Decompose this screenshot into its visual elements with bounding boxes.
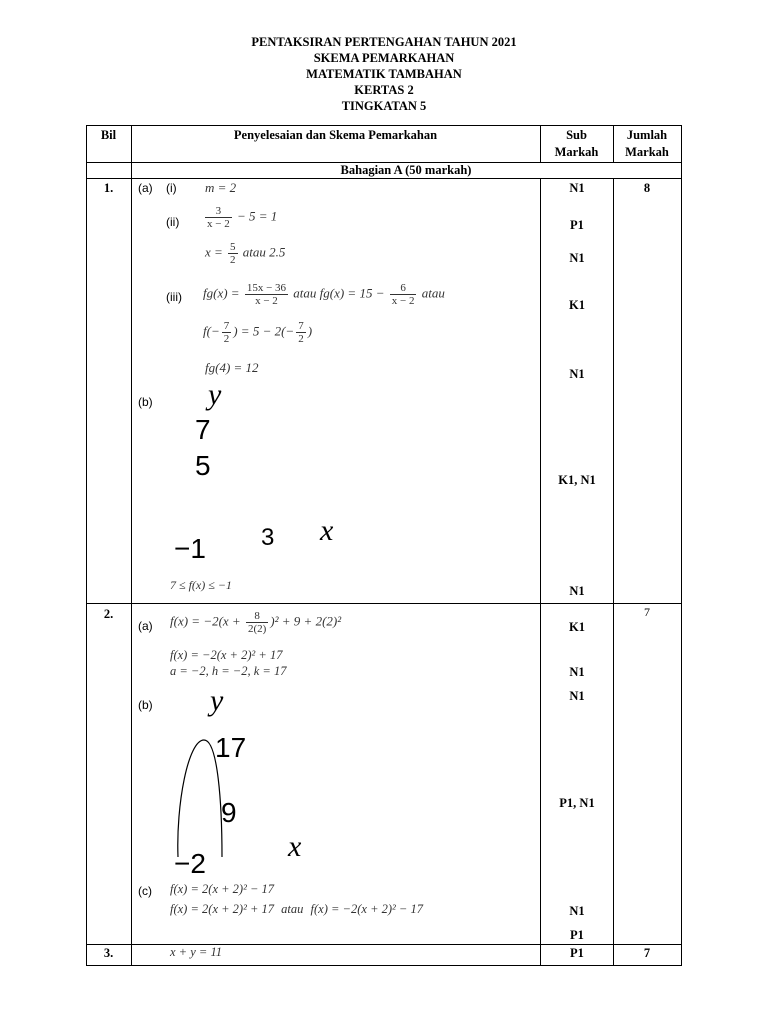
q1-iii-answer: fg(4) = 12 [205,360,259,375]
q1-graph-tick-7: 7 [195,414,211,445]
q1-graph-tick-5: 5 [195,450,211,481]
q2-graph-tick-17: 17 [215,732,247,763]
doc-paper: KERTAS 2 [354,83,414,97]
q2-graph-x-label: x [288,830,302,863]
q2-mark-5: N1 [569,904,585,918]
q1-number: 1. [103,181,114,195]
section-heading: Bahagian A (50 markah) [340,163,472,177]
head-solution: Penyelesaian dan Skema Pemarkahan [233,128,438,142]
q1-mark-1: N1 [569,181,585,195]
q2-graph-tick-minus2: −2 [174,848,206,879]
q1-total: 8 [643,181,651,195]
q1-ii-solution: x = $\frac{5}{2}$ atau 2.5 [205,241,286,266]
q1-range: 7 ≤ f(x) ≤ −1 [170,578,232,592]
q2-mark-2: N1 [569,665,585,679]
q1-graph-x-label: x [320,514,334,547]
doc-form: TINGKATAN 5 [341,99,427,113]
q1-mark-5: N1 [569,367,585,381]
table-border-top [86,125,682,126]
q1-bottom [86,603,682,604]
q2-part-b: (b) [138,698,153,712]
q1-sub-iii: (iii) [166,290,182,304]
q1-mark-4: K1 [569,298,585,312]
q1-sub-i: (i) [166,181,177,195]
head-sub-line1: Sub [566,128,587,142]
q1-i-answer: m = 2 [205,180,237,195]
q2-a-line2: f(x) = −2(x + 2)² + 17 [170,648,283,662]
q1-graph-tick-3: 3 [261,524,275,551]
section-divider [86,178,682,179]
q1-graph-y-label: y [208,378,222,411]
q2-graph-tick-9: 9 [221,797,237,828]
q1-iii-composite: fg(x) = $\frac{15x - 36}{x - 2}$ atau fg(x) = 15 − $\frac{6}{x - 2}$ atau [203,282,445,307]
q1-mark-7: N1 [569,584,585,598]
q1-part-a: (a) [138,181,153,195]
q2-mark-1: K1 [569,620,585,634]
q2-a-line1: f(x) = −2(x + $\frac{8}{2(2)}$ )² + 9 + 2(2)² [170,610,342,635]
q2-number: 2. [103,607,114,621]
q2-mark-6: P1 [570,928,584,942]
q1-mark-2: P1 [570,218,584,232]
q2-c-line1: f(x) = 2(x + 2)² − 17 [170,882,275,896]
col-divider-total [613,178,614,965]
doc-title: PENTAKSIRAN PERTENGAHAN TAHUN 2021 [251,35,517,49]
table-border-bottom [86,965,682,966]
col-divider-bil [131,125,132,965]
q2-graph-y-label: y [210,684,224,717]
head-total-line2: Markah [625,145,669,159]
q1-graph-tick-minus1: −1 [174,533,206,564]
q1-ii-equation: $\frac{3}{x - 2}$ − 5 = 1 [207,205,278,230]
q2-c-line2: f(x) = 2(x + 2)² + 17 atau f(x) = −2(x + 2)² − 17 [170,902,423,916]
q3-mark: P1 [570,946,584,960]
doc-subtitle: SKEMA PEMARKAHAN [313,51,455,65]
q3-total: 7 [643,946,651,960]
doc-subject: MATEMATIK TAMBAHAN [306,67,462,81]
q1-mark-3: N1 [569,251,585,265]
q2-part-a: (a) [138,619,153,633]
head-bil: Bil [100,128,117,142]
q3-number: 3. [103,946,114,960]
table-border-right [681,125,682,965]
q2-a-line3: a = −2, h = −2, k = 17 [170,664,287,678]
q3-equation: x + y = 11 [170,945,223,959]
table-border-left [86,125,87,965]
q1-mark-6: K1, N1 [558,473,596,487]
q2-total: 7 [644,605,650,619]
q2-mark-4: P1, N1 [559,796,595,810]
q1-iii-substitution: f(− $\frac{7}{2}$ ) = 5 − 2(− $\frac{7}{2}$ ) [203,320,313,345]
head-sub-line2: Markah [554,145,599,159]
q1-sub-ii: (ii) [166,215,180,229]
q2-part-c: (c) [138,884,152,898]
q2-mark-3: N1 [569,689,585,703]
col-divider-sub [540,178,541,965]
head-total-line1: Jumlah [626,128,668,142]
q1-part-b: (b) [138,395,153,409]
